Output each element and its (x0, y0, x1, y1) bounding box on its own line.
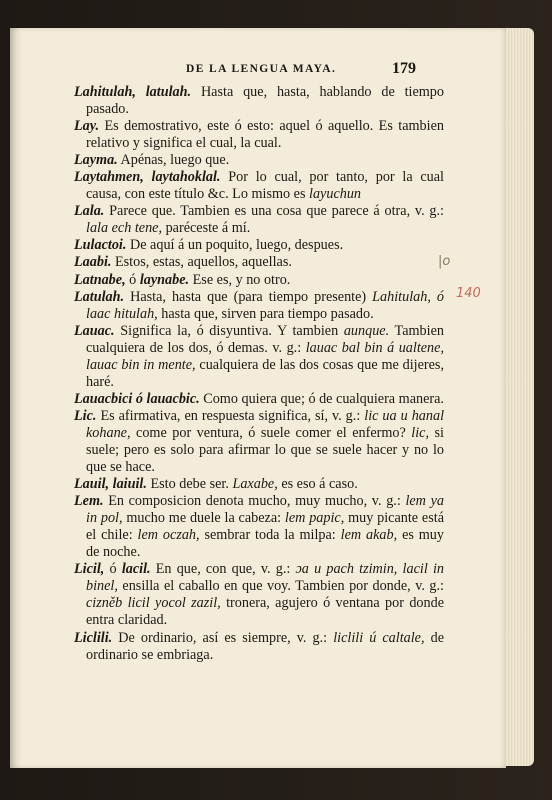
entry (74, 203, 444, 237)
definition-text: Hasta que, hasta, hablando de tiempo pasado. (86, 84, 444, 118)
entry (74, 323, 444, 391)
definition-text: Significa la, ó disyuntiva. Y tambien (114, 322, 344, 339)
definition-text: ó (104, 561, 122, 578)
entry (74, 391, 444, 408)
example-text: laynabe. (139, 271, 190, 288)
headword: Layma. (74, 152, 118, 169)
example-text: aunque. (343, 322, 390, 339)
definition-text: En composicion denota mucho, muy mucho, v. g.: (103, 493, 406, 510)
definition-text: Estos, estas, aquellos, aquellas. (111, 254, 292, 271)
running-title: DE LA LENGUA MAYA. (186, 63, 337, 75)
example-text: lem papic, (284, 510, 345, 527)
definition-text: mucho me duele la cabeza: (122, 510, 285, 527)
headword: Latnabe, (74, 271, 126, 288)
definition-text: Hasta, hasta que (para tiempo presente) (124, 288, 373, 305)
headword: Laytahmen, laytahoklal. (74, 169, 221, 186)
headword: Licil, (74, 561, 105, 578)
definition-text: ó (125, 271, 140, 288)
entry (74, 84, 444, 118)
entry (74, 118, 444, 152)
definition-text: Por lo cual, por tanto, por la cual causa, con este título &c. Lo mismo es (86, 169, 444, 203)
definition-text: De ordinario, así es siempre, v. g.: (112, 629, 334, 646)
headword: Lauacbici ó lauacbic. (74, 390, 200, 407)
entry (74, 493, 444, 561)
definition-text: de ordinario se embriaga. (86, 629, 444, 663)
headword: Lulactoi. (74, 237, 127, 254)
example-text: lem oczah, (137, 527, 200, 544)
definition-text: Es afirmativa, en respuesta significa, sí, v. g.: (96, 407, 365, 424)
entry (74, 476, 444, 493)
headword: Lahitulah, latulah. (74, 84, 192, 100)
page-number: 179 (392, 60, 416, 77)
entry (74, 169, 444, 203)
headword: Latulah. (74, 288, 125, 305)
definition-text: En que, con que, v. g.: (150, 561, 296, 578)
example-text: lauac bal bin á ualtene, lauac bin in mente, (86, 339, 444, 373)
definition-text: come por ventura, ó suele comer el enfermo? (130, 424, 412, 441)
definition-text: sembrar toda la milpa: (199, 527, 341, 544)
definition-text: es eso á caso. (277, 476, 358, 493)
entry (74, 254, 444, 271)
example-text: Laxabe, (232, 476, 278, 493)
dictionary-text (74, 84, 444, 664)
entry (74, 630, 444, 664)
headword: Lay. (74, 118, 100, 135)
entry (74, 408, 444, 476)
definition-text: muy picante está el chile: (86, 510, 444, 544)
entry (74, 152, 444, 169)
definition-text: hasta que, sirven para tiempo pasado. (157, 305, 374, 322)
definition-text: Es demostrativo, este ó esto: aquel ó aquello. Es tambien relativo y significa el cual, la cual. (86, 118, 444, 152)
entry (74, 289, 444, 323)
pencil-margin-note: |o (438, 254, 451, 269)
page-header (10, 60, 506, 82)
headword: Lala. (74, 203, 105, 220)
red-margin-note: 140 (456, 286, 481, 301)
example-text: lala ech tene, (86, 220, 163, 237)
headword: Laabi. (74, 254, 112, 271)
example-text: Lahitulah, ó laac hitulah, (86, 288, 444, 322)
definition-text: Parece que. Tambien es una cosa que parece á otra, v. g.: (104, 203, 444, 220)
headword: Lic. (74, 407, 97, 424)
definition-text: paréceste á mí. (162, 220, 251, 237)
example-text: lic, (411, 424, 430, 441)
headword: Lem. (74, 493, 104, 510)
headword: Liclili. (74, 629, 113, 646)
definition-text: tronera, agujero ó ventana por donde entra claridad. (86, 595, 444, 629)
definition-text: Tambien cualquiera de los dos, ó demas. v. g.: (86, 322, 444, 356)
page (10, 28, 506, 768)
definition-text: Apénas, luego que. (117, 152, 230, 169)
definition-text: Ese es, y no otro. (189, 271, 291, 288)
example-text: lem akab, (340, 527, 398, 544)
example-text: lic ua u hanal kohane, (86, 407, 445, 441)
example-text: cizněb licil yocol zazil, (86, 595, 221, 612)
headword: Lauac. (74, 322, 115, 339)
entry (74, 561, 444, 629)
definition-text: es muy de noche. (86, 527, 444, 561)
entry (74, 237, 444, 254)
headword: Lauil, laiuil. (74, 476, 147, 493)
example-text: liclili ú caltale, (333, 629, 425, 646)
definition-text: Esto debe ser. (146, 476, 233, 493)
definition-text: ensilla el caballo en que voy. Tambien por donde, v. g.: (117, 578, 444, 595)
entry (74, 272, 444, 289)
definition-text: si suele; pero es solo para afirmar lo que se suele hacer y no lo que se hace. (86, 424, 444, 476)
example-text: ɔa u pach tzimin, lacil in binel, (86, 561, 444, 595)
example-text: layuchun (309, 186, 362, 203)
definition-text: cualquiera de las dos cosas que me dijeres, haré. (86, 356, 444, 390)
definition-text: De aquí á un poquito, luego, despues. (126, 237, 344, 254)
definition-text: Como quiera que; ó de cualquiera manera. (199, 390, 444, 407)
example-text: lem ya in pol, (86, 493, 444, 527)
example-text: lacil. (121, 561, 151, 578)
